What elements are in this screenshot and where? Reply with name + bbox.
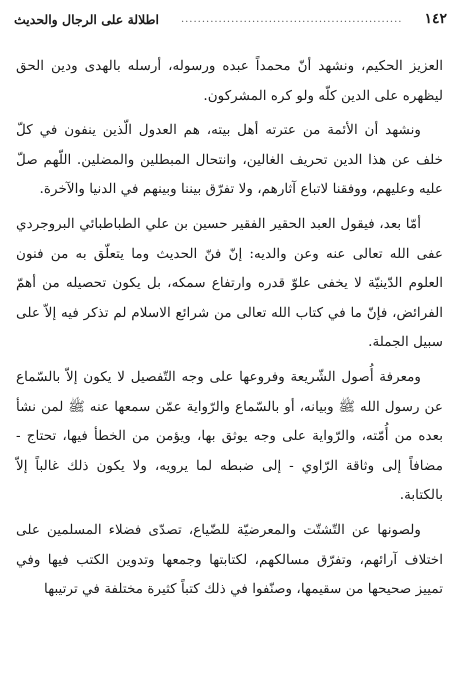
body-text [16, 52, 443, 610]
paragraph: ومعرفة أُصول الشّريعة وفروعها على وجه التّفصيل لا يكون إلاّ بالسّماع عن رسول الله ﷺ وبيانه، أو بالسّماع والرّواية عمّن سمعها عنه ﷺ لمن نشأ بعده من أُمّته، والرّواية على وجه يوثق بها، ويؤمن من الخطأ فيها، تحتاج - مضافاً إلى وثاقة الرّاوي - إلى ضبطه لما يرويه، ولا يكون ذلك غالباً إلاّ بالكتابة. [16, 368, 443, 504]
paragraph: ونشهد أن الأئمة من عترته أهل بيته، هم العدول الّذين ينفون في كلّ خلف عن هذا الدين تحريف الغالين، وانتحال المبطلين والمضلين. اللّهم صلّ عليه وعليهم، ووفقنا لاتباع آثارهم، ولا تفرّق بيننا وبينهم في الدنيا والآخرة. [16, 122, 443, 198]
paragraph: أمّا بعد، فيقول العبد الحقير الفقير حسين بن علي الطباطبائي البروجردي عفى الله تعالى عنه وعن والديه: إنّ فنّ الحديث وما يتعلّق به من فنون العلوم الدّينيّة لا يخفى علوّ قدره وارتفاع سمكه، بل يكون تحصيله من أهمّ الفرائض، فإنّ ما في كتاب الله تعالى من شرائع الاسلام لم تذكر فيه إلاّ على سبيل الجملة. [16, 215, 443, 351]
paragraph: ولصونها عن التّشتّت والمعرضيّة للضّياع، تصدّى فضلاء المسلمين على اختلاف آرائهم، وتفرّق مسالكهم، لكتابتها وجمعها وتدوين الكتب فيها وفي تمييز صحيحها من سقيمها، وصنّفوا في ذلك كتباً كثيرة مختلفة في ترتيبها [16, 521, 443, 598]
paragraph: العزيز الحكيم، ونشهد أنّ محمداً عبده ورسوله، أرسله بالهدى ودين الحق ليظهره على الدين كلّه ولو كره المشركون. [16, 58, 443, 104]
header-leader-dots: ..................................................... [180, 13, 403, 25]
page-number: ١٤٢ [424, 11, 447, 27]
page-header [14, 8, 447, 30]
running-title: اطلالة على الرجال والحديث [14, 11, 159, 27]
